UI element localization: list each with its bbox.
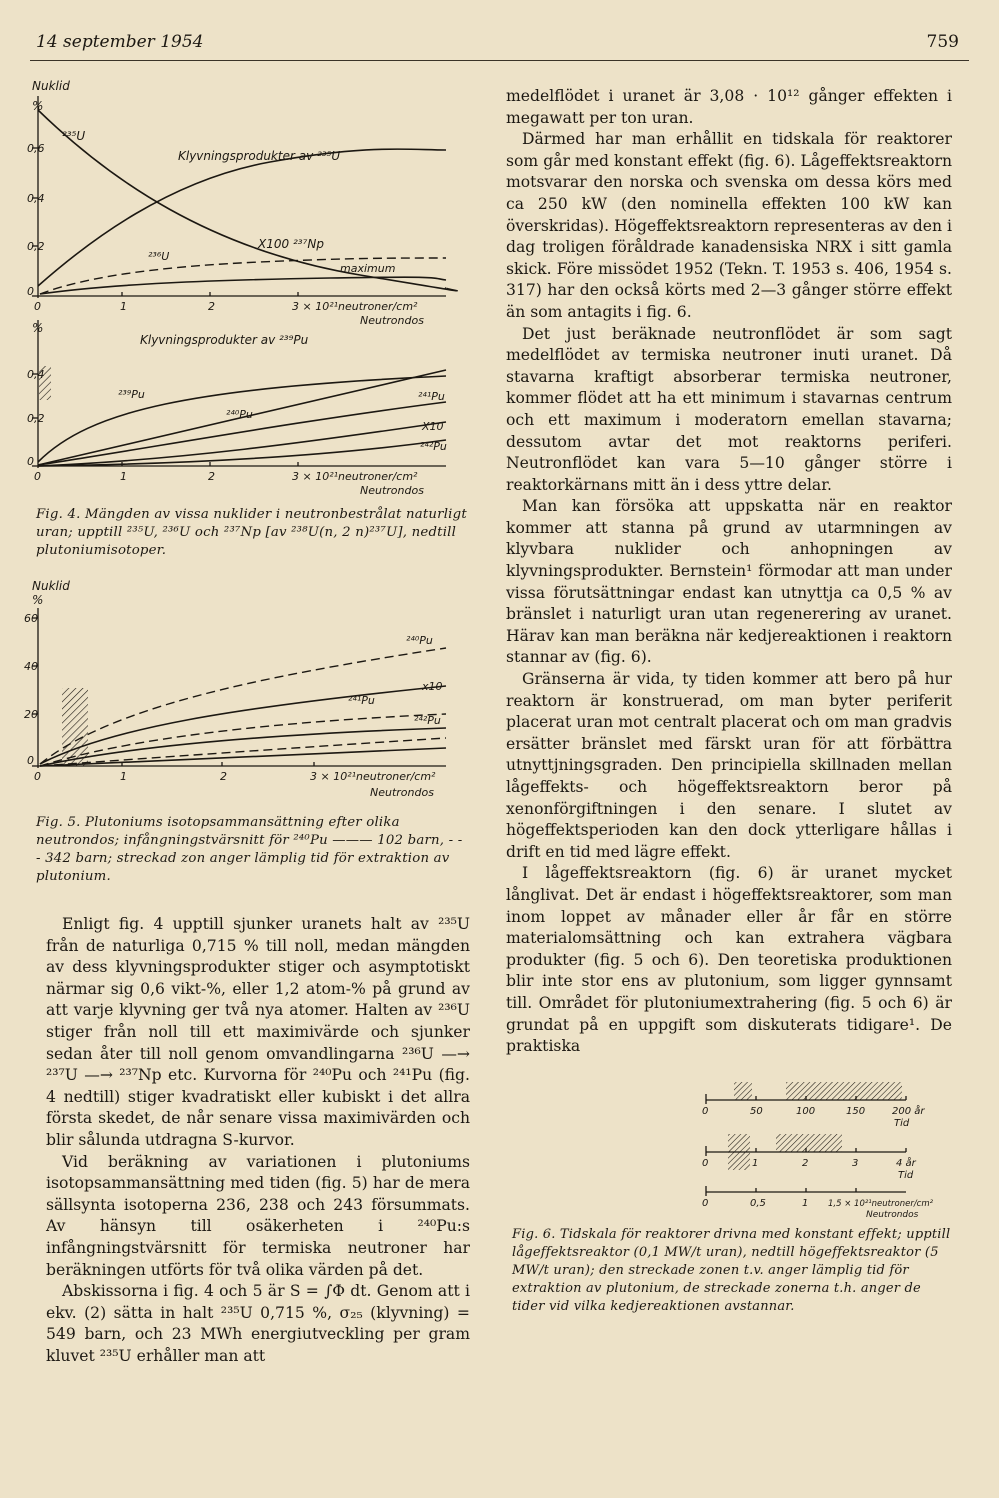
- fig6-axis2-tick: 3: [852, 1157, 859, 1169]
- fig6-axis1-tick: 200 år: [892, 1105, 925, 1117]
- fig6-axis3-tick: 1,5 × 10²¹neutroner/cm²: [828, 1198, 934, 1209]
- fig5-label-pu242: ²⁴²Pu: [414, 714, 441, 727]
- fig4-bottom-x-tick: 0: [34, 470, 41, 483]
- fig6-axis2-tick: 1: [752, 1157, 759, 1169]
- fig5-x-tick: 1: [120, 770, 127, 783]
- fig5-x-tick: 3 × 10²¹neutroner/cm²: [310, 770, 436, 783]
- fig6-zone-stop-high: [776, 1134, 842, 1152]
- fig4-label-maximum: maximum: [340, 262, 396, 275]
- paragraph: Abskissorna i fig. 4 och 5 är S = ∫Φ dt. Genom att i ekv. (2) sätta in halt ²³⁵U 0,715 %, σ₂₅ (klyvning) = 549 barn, och 23 MWh energiutveckling per gram kluvet ²³⁵U erhåller man att: [46, 1282, 470, 1365]
- left-column: [24, 70, 470, 1367]
- fig5-label-pu241: ²⁴¹Pu: [348, 694, 375, 707]
- running-header-date: 14 september 1954: [36, 32, 204, 52]
- fig6-axis3-tick: 1: [802, 1197, 809, 1209]
- fig5-curve-pu241: [40, 728, 446, 766]
- fig6-axis3-tick: 0,5: [750, 1197, 766, 1209]
- right-body-text: [506, 86, 952, 1058]
- fig6-axis3-label: Neutrondos: [866, 1209, 919, 1220]
- paragraph: Gränserna är vida, ty tiden kommer att bero på hur reaktorn är konstruerad, om man byter periferit placerat uran mot centralt placerat och om man gradvis ersätter bränslet med färskt uran för att förbättra utnyttjningsgraden. Den principiella skillnaden mellan lågeffekts- och högeffektsreaktorn beror på xenonförgiftningen i den senare. I slutet av högeffektsperioden kan den dock ytterligare hållas i drift en tid med lägre effekt.: [506, 670, 952, 861]
- fig4-top-x-sub: Neutrondos: [360, 314, 424, 327]
- fig4-bottom-x-sub: Neutrondos: [360, 484, 424, 497]
- fig6-axis2-label: Tid: [898, 1169, 914, 1181]
- figure-4-plot: [27, 70, 470, 500]
- paragraph: Enligt fig. 4 upptill sjunker uranets halt av ²³⁵U från de naturliga 0,715 % till noll, medan mängden av dess klyvningsprodukter stiger och asymptotiskt närmar sig 0,6 vikt-%, eller 1,2 atom-% på grund av att varje klyvning ger två nya atomer. Halten av ²³⁶U stiger från noll till ett maximivärde och sjunker sedan åter till noll genom omvandlingarna ²³⁶U —→ ²³⁷U —→ ²³⁷Np etc. Kurvorna för ²⁴⁰Pu och ²⁴¹Pu (fig. 4 nedtill) stiger kvadratiskt eller kubiskt i det allra första skedet, de når senare vissa maximivärden och blir sålunda utdragna S-kurvor.: [46, 915, 470, 1149]
- fig5-y-tick: 20: [24, 708, 38, 721]
- fig4-top-y-tick: 0,4: [27, 192, 45, 205]
- fig5-y-tick: 40: [24, 660, 38, 673]
- fig6-axis2-tick: 2: [802, 1157, 809, 1169]
- fig4-label-u235: ²³⁵U: [62, 129, 86, 143]
- figure-5-plot: [24, 578, 470, 808]
- fig5-x-ticks: [34, 762, 436, 799]
- figure-6: [506, 1080, 952, 1316]
- fig4-bottom-y-tick: 0: [27, 455, 34, 468]
- fig4-label-np237: X100 ²³⁷Np: [258, 237, 324, 251]
- fig4-top-y-unit: %: [32, 99, 44, 113]
- fig4-top-y-tick: 0: [27, 285, 34, 298]
- fig4-label-pu239: ²³⁹Pu: [118, 388, 145, 401]
- fig4-top-x-tick: 1: [120, 300, 127, 313]
- fig4-label-x10: X10: [422, 420, 444, 433]
- fig4-bottom-x-ticks: [34, 462, 424, 497]
- figure-6-caption: Fig. 6. Tidskala för reaktorer drivna med konstant effekt; upptill lågeffektsreaktor (0,1 MW/t uran), nedtill högeffektsreaktor (5 MW/t uran); den streckade zonen t.v. anger lämplig tid för extraktion av plutonium, de streckade zonerna t.h. anger de tider vid vilka kedjereaktionen avstannar.: [512, 1226, 951, 1314]
- fig5-curve-pu242-dashed: [40, 738, 446, 766]
- fig5-x-sub: Neutrondos: [370, 786, 434, 799]
- header-rule: [30, 60, 969, 61]
- fig5-y-title: Nuklid: [32, 579, 70, 593]
- fig4-top-x-tick: 2: [208, 300, 215, 313]
- paragraph: Vid beräkning av variationen i plutoniums isotopsammansättning med tiden (fig. 5) har de mera sällsynta isotoperna 236, 238 och 243 försummats. Av hänsyn till osäkerheten i ²⁴⁰Pu:s infångningstvärsnitt för termiska neutroner har beräkningen utförts för två olika värden på det.: [46, 1152, 470, 1279]
- fig4-label-pu241: ²⁴¹Pu: [418, 390, 445, 403]
- fig6-axis3-ticks: [702, 1186, 934, 1220]
- fig6-axis1-tick: 100: [796, 1105, 816, 1117]
- fig4-bottom-y-tick: 0,2: [27, 412, 45, 425]
- figure-6-plot: [506, 1080, 952, 1220]
- fig4-label-u236: ²³⁶U: [148, 250, 170, 263]
- fig5-label-x10: x10: [422, 680, 443, 693]
- fig4-label-pu240: ²⁴⁰Pu: [226, 408, 253, 421]
- fig4-label-pu242: ²⁴²Pu: [420, 440, 447, 453]
- fig5-x-tick: 0: [34, 770, 41, 783]
- fig6-axis2-tick: 4 år: [896, 1157, 916, 1169]
- fig4-bottom-y-tick: 0,4: [27, 368, 45, 381]
- left-body-text: [46, 914, 470, 1367]
- figure-5-caption: Fig. 5. Plutoniums isotopsammansättning efter olika neutrondos; infångningstvärsnitt för ²⁴⁰Pu ——— 102 barn, - - - 342 barn; streckad zon anger lämplig tid för extraktion av plutonium.: [36, 815, 463, 884]
- fig4-top-x-tick: 3 × 10²¹neutroner/cm²: [292, 300, 418, 313]
- fig4-top-y-tick: 0,6: [27, 142, 45, 155]
- fig6-axis1-tick: 50: [750, 1105, 763, 1117]
- fig4-y-title: Nuklid: [32, 79, 70, 93]
- fig5-x-tick: 2: [220, 770, 227, 783]
- fig6-axis3-tick: 0: [702, 1197, 709, 1209]
- fig4-top-x-tick: 0: [34, 300, 41, 313]
- fig6-axis1-tick: 150: [846, 1105, 866, 1117]
- fig4-bottom-x-tick: 2: [208, 470, 215, 483]
- fig4-bottom-x-tick: 1: [120, 470, 127, 483]
- fig5-label-pu240: ²⁴⁰Pu: [406, 634, 433, 647]
- fig4-label-fission-pu239: Klyvningsprodukter av ²³⁹Pu: [140, 333, 309, 347]
- fig5-y-tick: 60: [24, 612, 38, 625]
- fig6-zone-stop-low: [786, 1082, 902, 1100]
- fig5-y-unit: %: [32, 593, 44, 607]
- fig4-bottom-x-tick: 3 × 10²¹neutroner/cm²: [292, 470, 418, 483]
- fig4-bottom-y-unit: %: [32, 321, 44, 335]
- figure-4-caption: Fig. 4. Mängden av vissa nuklider i neutronbestrålat naturligt uran; upptill ²³⁵U, ²³⁶U och ²³⁷Np [av ²³⁸U(n, 2 n)²³⁷U], nedtill plutoniumisotoper.: [36, 507, 467, 558]
- fig4-label-fission-u235: Klyvningsprodukter av ²³⁵U: [178, 149, 341, 163]
- fig6-axis1-tick: 0: [702, 1105, 709, 1117]
- fig5-y-tick: 0: [27, 754, 34, 767]
- right-column: [506, 86, 952, 1316]
- paragraph: Därmed har man erhållit en tidskala för reaktorer som går med konstant effekt (fig. 6). Lågeffektsreaktorn motsvarar den norska och svenska om dessa körs med ca 250 kW (den nominella effekten 100 kW kan överskridas). Högeffektsreaktorn representeras av den i dag troligen föråldrade kanadensiska NRX i sitt gamla skick. Före missödet 1952 (Tekn. T. 1953 s. 406, 1954 s. 317) har den också körts med 2—3 gånger större effekt än som antagits i fig. 6.: [506, 130, 952, 321]
- fig6-zone-extraction-low: [734, 1082, 752, 1100]
- fig5-y-ticks: [24, 612, 38, 767]
- figure-5: [24, 578, 470, 886]
- fig4-top-x-ticks: [34, 292, 424, 327]
- figure-4: [27, 70, 470, 560]
- fig4-top-y-tick: 0,2: [27, 240, 45, 253]
- fig5-curve-pu240-dashed: [40, 648, 446, 764]
- paragraph: I lågeffektsreaktorn (fig. 6) är uranet mycket långlivat. Det är endast i högeffektsreaktorer, som man inom loppet av månader eller år får en större materialomsättning och kan extrahera vägbara produkter (fig. 5 och 6). Den teoretiska produktionen blir inte stor ens av plutonium, som ligger gynnsamt till. Området för plutoniumextrahering (fig. 5 och 6) är grundat på en uppgift som diskuterats tidigare¹. De praktiska: [506, 864, 952, 1056]
- fig6-axis1-label: Tid: [894, 1117, 910, 1129]
- fig4-top-y-ticks: [27, 142, 45, 298]
- page-number: 759: [926, 32, 959, 52]
- paragraph: medelflödet i uranet är 3,08 · 10¹² gånger effekten i megawatt per ton uran.: [506, 87, 952, 127]
- paragraph: Det just beräknade neutronflödet är som sagt medelflödet av termiska neutroner inuti uranet. Då stavarna kraftigt absorberar termiska neutroner, kommer flödet att ha ett minimum i stavarnas centrum och ett maximum i moderatorn emellan stavarna; dessutom avtar det mot reaktorns periferi. Neutronflödet kan vara 5—10 gånger större i reaktorkärnans mitt än i dess yttre delar.: [506, 324, 952, 494]
- paragraph: Man kan försöka att uppskatta när en reaktor kommer att stanna på grund av utarmningen av klyvbara nuklider och anhopningen av klyvningsprodukter. Bernstein¹ förmodar att man under vissa förutsättningar endast kan utnyttja ca 0,5 % av bränslet i naturligt uran utan regenerering av uranet. Härav kan man beräkna när kedjereaktionen i reaktorn stannar av (fig. 6).: [506, 497, 952, 667]
- fig5-curve-pu240: [40, 686, 446, 764]
- fig6-axis2-tick: 0: [702, 1157, 709, 1169]
